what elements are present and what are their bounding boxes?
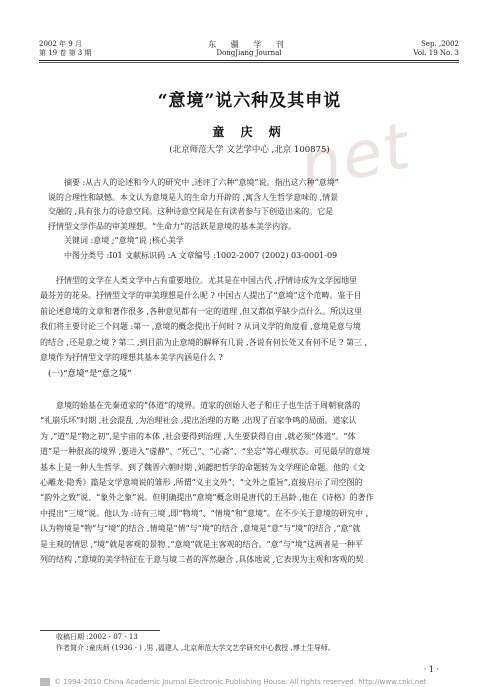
body-line: 列的结构 ,“意境的美学特征在于意与境二者的浑然融合 ,具体地说 ,它表现为主观和客观的契 (40, 555, 364, 565)
header-volume-en: Vol. 19 No. 3 (413, 49, 459, 57)
classification: 中图分类号 :I01 文献标识码 :A 文章编号 :1002-2007 (2002) 03-0001-09 (64, 250, 338, 260)
body-line: 基本上是一种人生哲学。到了魏晋六朝时期 ,刘勰把哲学的命题转为文学理论命题。他的《文 (40, 462, 366, 472)
abstract (48, 176, 451, 264)
body-line: 意境的始基在先秦道家的“体道”的境界。道家的创始人老子和庄子也生活于周朝衰落的 (56, 401, 361, 410)
intro-paragraph (40, 273, 459, 365)
header-center (39, 40, 459, 58)
header-rule-thin (39, 62, 459, 63)
body-line: 我们将主要讨论三个问题 :第一 ,意境的概念提出于何时 ? 从词义学的角度看 ,意境是意与境 (40, 322, 361, 332)
body-line: “礼崩乐坏”时期 ,社会混乱 ,为治理社会 ,提出治理的方略 ,出现了百家争鸣的局面。道家认 (40, 416, 357, 426)
watermark: net (293, 109, 418, 205)
body-line: 心雕龙·隐秀》篇是文学意境说的雏形 ,所谓“义主文外”、“文外之重旨”,直接启示了司空图的 (40, 478, 363, 488)
section-paragraph (40, 398, 459, 567)
section-heading: (一)“意境”是“意之境” (48, 369, 132, 379)
copyright-footer (40, 678, 426, 686)
body-line: 道”是一种很高的境界 ,要进入“虚静”、“死己”、“心斋”、“坐忘”等心理状态。可见最早的意境 (40, 447, 370, 457)
body-line: 抒情型的文学在人类文学中占有重要地位。尤其是在中国古代 ,抒情诗成为文学园地里 (56, 276, 358, 285)
article-title: “意境”说六种及其申说 (157, 91, 342, 111)
journal-name-cn: 东 疆 学 刊 (208, 40, 290, 49)
keywords: 关键词 :意境 ;“意境”说 ;核心美学 (64, 236, 184, 246)
header-date: 2002 年 9 月 (39, 40, 82, 48)
body-line: 认为物境是“物”与“境”的结合 ,情境是“情”与“境”的结合 ,意境是“意”与“境”的结合 ,“意”就 (40, 524, 361, 534)
footnote-author: 作者简介 :童庆炳 (1936 - ) ,男 ,福建人 ,北京师范大学文艺学研究中心教授 ,博士生导师。 (56, 644, 335, 652)
footnote-rule (40, 630, 160, 631)
body-line: 最芬芳的花朵。抒情型文学的审美理想是什么呢 ? 中国古人提出了“意境”这个范畴。鉴于目 (40, 291, 362, 301)
body-line: 前论述意境的文章和著作很多 ,各种意见都有一定的道理 ,但又都似乎缺少点什么。所以这里 (40, 306, 363, 316)
abstract-line: 抒情型文学作品的审美理想。“生命力”的活跃是意境的基本美学内容。 (48, 221, 297, 231)
header-right (413, 40, 459, 58)
header-volume: 第 19 卷 第 3 期 (39, 49, 92, 57)
body-line: “韵外之致”说、“象外之象”说。但明确提出“意境”概念则是唐代的王昌龄 ,他在《诗格》的著作 (40, 493, 374, 503)
author-affiliation: (北京师范大学 文艺学中心 ,北京 100875) (169, 145, 330, 155)
body-line: 中提出“三境”说。他认为 :诗有三境 ,即“物境”、“情境”和“意境”。在不少关于意境的研究中 , (40, 508, 369, 518)
footnote-received: 收稿日期 :2002 - 07 - 13 (56, 633, 138, 641)
abstract-line: 交融的 ,具有张力的诗意空间。这种诗意空间是在有读者参与下创造出来的。它是 (48, 207, 334, 217)
page-number: · 1 · (423, 665, 439, 674)
body-line: 的结合 ,还是意之境 ? 第二 ,到目前为止意境的解释有几说 ,各说有何长处又有何不足 ? 第三 , (40, 337, 368, 347)
journal-name-en: DongJiang Journal (216, 49, 282, 57)
body-line: 意境作为抒情型文学的理想其基本美学内涵是什么 ? (40, 353, 223, 363)
header-rule (39, 60, 459, 61)
cnki-logo-icon (40, 678, 50, 686)
abstract-line: 摘要 :从古人的论述和今人的研究中 ,述评了六种“意境”说。指出这六种“意境” (64, 178, 339, 187)
body-line: 是主观的情思 ,“境”就是客观的景物 ,“意境”就是主客观的结合。“意”与“境”这两者是一种平 (40, 539, 363, 549)
body-line: 为 ,“道”是“物之初”,是宇宙的本体 ,社会要得到治理 ,人生要获得自由 ,就必须“体道”。“体 (40, 431, 356, 441)
header-date-en: Sep. ,2002 (421, 40, 459, 48)
article-author: 童 庆 炳 (212, 125, 287, 139)
abstract-line: 说的合理性和缺憾。本文认为意境是人的生命力开辟的 ,寓含人生哲学意味的 ,情景 (48, 192, 339, 202)
copyright-text: © 1994-2010 China Academic Journal Electronic Publishing House. All rights reserved. http://www.cnki.net (54, 678, 427, 686)
